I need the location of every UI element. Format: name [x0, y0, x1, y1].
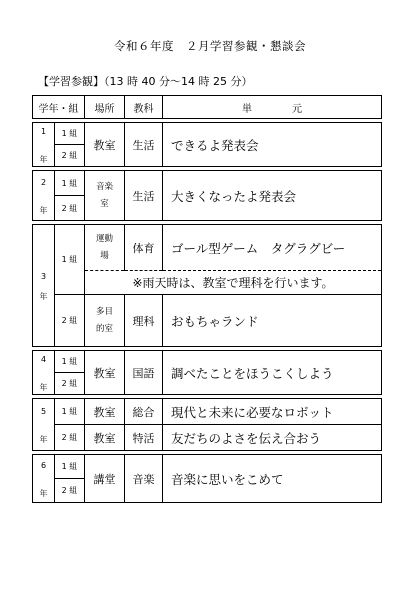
grade5-row-1 — [33, 399, 382, 425]
grade6-row-1 — [33, 455, 382, 479]
grade1-place: 教室 — [85, 123, 125, 167]
grade3-row-2 — [33, 295, 382, 347]
grade2-place: 音楽 室 — [85, 171, 125, 221]
header-unit: 単 元 — [163, 96, 382, 119]
header-grade-class: 学年・組 — [33, 96, 85, 119]
grade3-row-1 — [33, 225, 382, 271]
grade4-label: 4 年 — [33, 351, 55, 395]
header-place: 場所 — [85, 96, 125, 119]
grade3-class1-place: 運動 場 — [85, 225, 125, 271]
grade3-class2-subject: 理科 — [125, 295, 163, 347]
grade2-unit: 大きくなったよ発表会 — [163, 171, 382, 221]
grade2-row-1 — [33, 171, 382, 196]
grade6-class1: 1 組 — [55, 455, 85, 479]
grade5-class2-unit: 友だちのよさを伝え合おう — [163, 425, 382, 451]
grade5-class2-subject: 特活 — [125, 425, 163, 451]
grade2-class2: 2 組 — [55, 196, 85, 221]
grade5-label: 5 年 — [33, 399, 55, 451]
grade5-row-2 — [33, 425, 382, 451]
grade5-class1-unit: 現代と未来に必要なロボット — [163, 399, 382, 425]
grade5-class1-place: 教室 — [85, 399, 125, 425]
grade4-place: 教室 — [85, 351, 125, 395]
grade4-class1: 1 組 — [55, 351, 85, 373]
grade3-class2-unit: おもちゃランド — [163, 295, 382, 347]
grade3-class1: 1 組 — [55, 225, 85, 295]
page-title: 令和６年度 ２月学習参観・懇談会 — [114, 39, 306, 53]
grade6-subject: 音楽 — [125, 455, 163, 503]
schedule-table — [32, 95, 382, 503]
grade1-label: 1 年 — [33, 123, 55, 167]
grade3-label: 3 年 — [33, 225, 55, 347]
section-label: 【学習参観】（13 時 40 分～14 時 25 分） — [38, 75, 253, 88]
grade5-class2: 2 組 — [55, 425, 85, 451]
grade2-class1: 1 組 — [55, 171, 85, 196]
grade4-class2: 2 組 — [55, 373, 85, 395]
grade3-class1-subject: 体育 — [125, 225, 163, 271]
grade1-unit: できるよ発表会 — [163, 123, 382, 167]
grade3-class2-place: 多目 的室 — [85, 295, 125, 347]
grade4-subject: 国語 — [125, 351, 163, 395]
grade1-class1: 1 組 — [55, 123, 85, 145]
grade6-unit: 音楽に思いをこめて — [163, 455, 382, 503]
header-subject: 教科 — [125, 96, 163, 119]
grade6-class2: 2 組 — [55, 479, 85, 503]
grade5-class1: 1 組 — [55, 399, 85, 425]
grade6-label: 6 年 — [33, 455, 55, 503]
grade1-subject: 生活 — [125, 123, 163, 167]
grade5-class1-subject: 総合 — [125, 399, 163, 425]
header-row — [33, 96, 382, 119]
grade3-class2: 2 組 — [55, 295, 85, 347]
grade2-label: 2 年 — [33, 171, 55, 221]
grade1-row-1 — [33, 123, 382, 145]
grade3-class1-unit: ゴール型ゲーム タグラグビー — [163, 225, 382, 271]
grade6-place: 講堂 — [85, 455, 125, 503]
grade3-rain-note: ※雨天時は、教室で理科を行います。 — [85, 271, 382, 295]
grade2-subject: 生活 — [125, 171, 163, 221]
grade4-unit: 調べたことをほうこくしよう — [163, 351, 382, 395]
grade5-class2-place: 教室 — [85, 425, 125, 451]
grade1-class2: 2 組 — [55, 145, 85, 167]
grade4-row-1 — [33, 351, 382, 373]
